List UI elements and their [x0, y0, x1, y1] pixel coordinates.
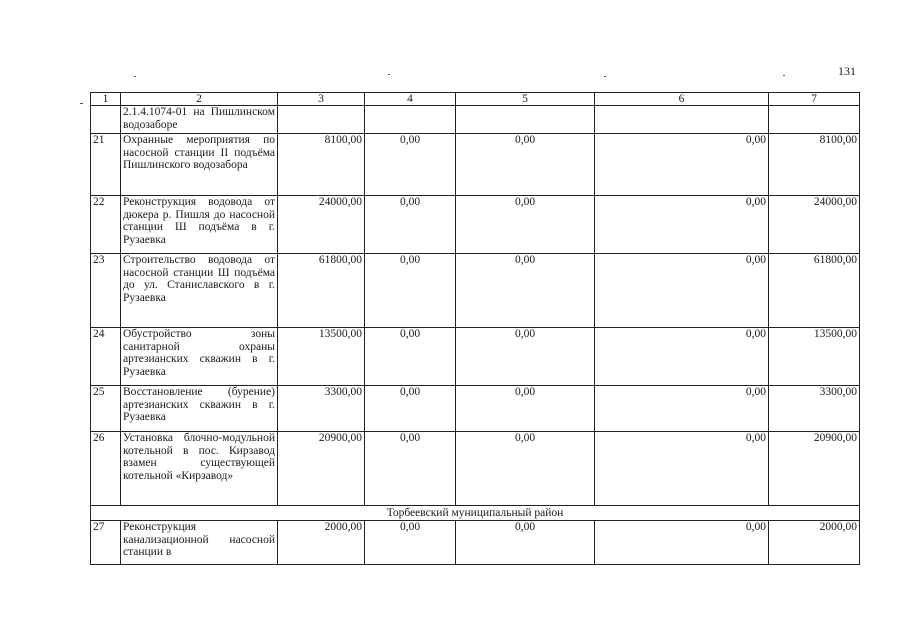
row-value: 0,00	[365, 196, 456, 254]
row-value: 0,00	[365, 134, 456, 196]
table-row	[91, 386, 860, 432]
row-value: 8100,00	[769, 134, 860, 196]
header-cell: 3	[278, 93, 365, 106]
row-value: 0,00	[595, 328, 769, 386]
table-row	[91, 521, 860, 565]
row-value: 24000,00	[769, 196, 860, 254]
header-cell: 6	[595, 93, 769, 106]
row-value: 2000,00	[278, 521, 365, 565]
table-row-continued	[91, 106, 860, 134]
row-number: 25	[91, 386, 121, 432]
row-value: 0,00	[456, 386, 595, 432]
section-row	[91, 506, 860, 521]
row-value: 2000,00	[769, 521, 860, 565]
row-value: 0,00	[595, 254, 769, 328]
row-value: 0,00	[595, 386, 769, 432]
table-row	[91, 134, 860, 196]
row-value: 3300,00	[278, 386, 365, 432]
row-name: Реконструкция водовода от дюкера р. Пишля до насосной станции Ш подъёма в г. Рузаевка	[121, 196, 278, 254]
row-name: Реконструкция канализационной насосной станции в	[121, 521, 278, 565]
header-cell: 4	[365, 93, 456, 106]
scan-speck	[134, 76, 136, 77]
row-value: 0,00	[365, 521, 456, 565]
row-value: 0,00	[595, 521, 769, 565]
header-cell: 1	[91, 93, 121, 106]
row-value: 13500,00	[278, 328, 365, 386]
row-value: 0,00	[456, 432, 595, 506]
row-value: 24000,00	[278, 196, 365, 254]
row-value: 0,00	[595, 196, 769, 254]
row-value: 0,00	[365, 386, 456, 432]
row-value: 0,00	[595, 432, 769, 506]
row-name: Охранные мероприятия по насосной станции II подъёма Пишлинского водозабора	[121, 134, 278, 196]
section-title: Торбеевский муниципальный район	[91, 506, 860, 521]
scan-speck	[388, 74, 390, 75]
table-row	[91, 254, 860, 328]
row-number	[91, 106, 121, 134]
row-value: 0,00	[456, 521, 595, 565]
scan-speck	[604, 76, 606, 77]
row-value: 0,00	[456, 134, 595, 196]
row-value: 0,00	[365, 432, 456, 506]
row-number: 27	[91, 521, 121, 565]
row-value: 8100,00	[278, 134, 365, 196]
row-value	[278, 106, 365, 134]
header-cell: 7	[769, 93, 860, 106]
scan-speck	[80, 103, 83, 104]
row-value	[365, 106, 456, 134]
row-value	[595, 106, 769, 134]
row-name: Восстановление (бурение) артезианских скважин в г. Рузаевка	[121, 386, 278, 432]
budget-table	[90, 92, 860, 565]
header-cell: 2	[121, 93, 278, 106]
page-number: 131	[838, 64, 856, 78]
table-row	[91, 328, 860, 386]
row-name: Обустройство зоны санитарной охраны артезианских скважин в г. Рузаевка	[121, 328, 278, 386]
table-row	[91, 432, 860, 506]
table-header-row	[91, 93, 860, 106]
row-name: Установка блочно-модульной котельной в пос. Кирзавод взамен существующей котельной «Кирзавод»	[121, 432, 278, 506]
row-value	[456, 106, 595, 134]
row-value: 13500,00	[769, 328, 860, 386]
row-value: 0,00	[456, 254, 595, 328]
row-number: 21	[91, 134, 121, 196]
table-row	[91, 196, 860, 254]
row-value: 3300,00	[769, 386, 860, 432]
row-value: 20900,00	[278, 432, 365, 506]
row-value	[769, 106, 860, 134]
row-value: 0,00	[595, 134, 769, 196]
row-value: 61800,00	[769, 254, 860, 328]
row-number: 23	[91, 254, 121, 328]
header-cell: 5	[456, 93, 595, 106]
scan-speck	[783, 75, 785, 76]
row-number: 24	[91, 328, 121, 386]
row-value: 0,00	[365, 254, 456, 328]
row-number: 22	[91, 196, 121, 254]
row-value: 0,00	[456, 328, 595, 386]
row-value: 20900,00	[769, 432, 860, 506]
row-value: 0,00	[456, 196, 595, 254]
row-number: 26	[91, 432, 121, 506]
row-value: 61800,00	[278, 254, 365, 328]
row-name: Строительство водовода от насосной станции Ш подъёма до ул. Станиславского в г. Рузаевка	[121, 254, 278, 328]
row-value: 0,00	[365, 328, 456, 386]
row-name: 2.1.4.1074-01 на Пишлинском водозаборе	[121, 106, 278, 134]
